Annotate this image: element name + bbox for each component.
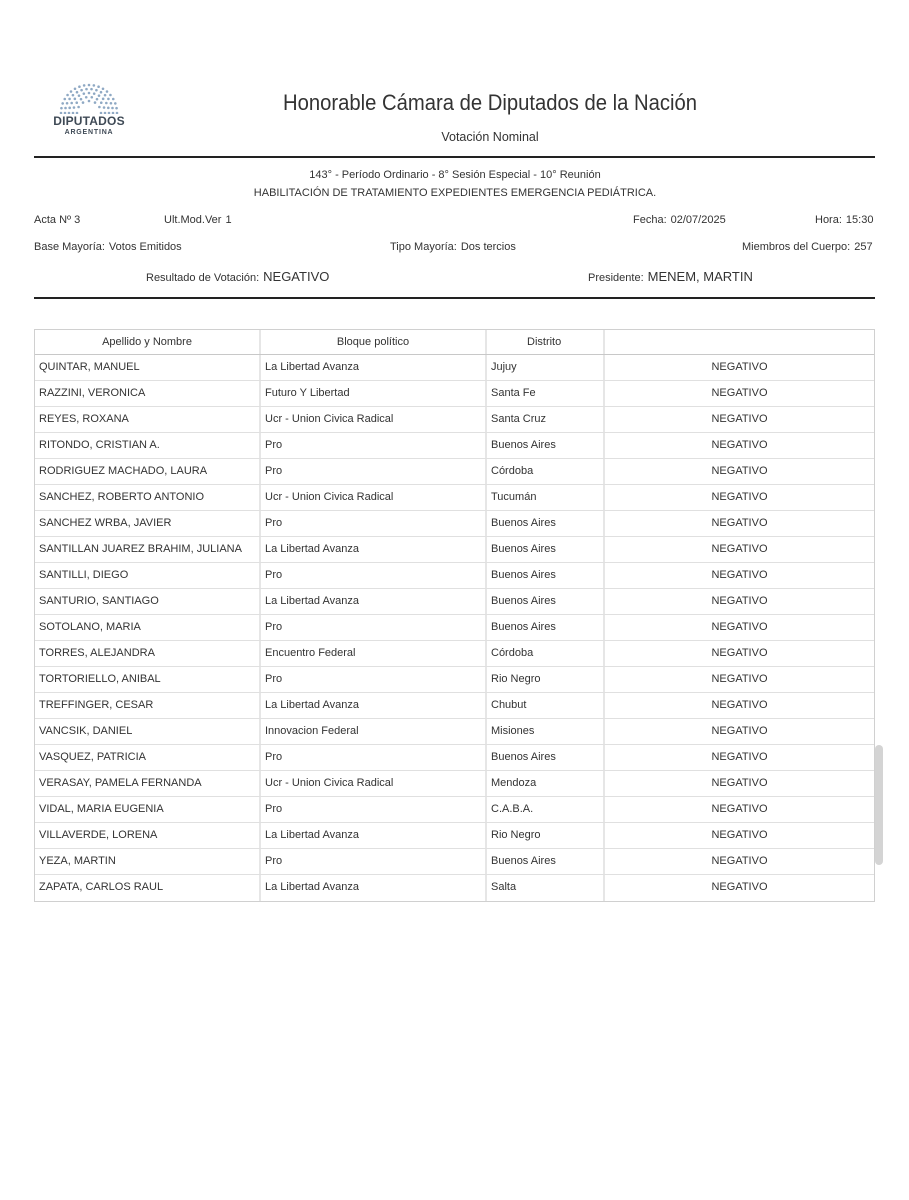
cell-voto: NEGATIVO	[711, 725, 768, 737]
hemicycle-seat	[63, 98, 66, 101]
hemicycle-seat	[64, 107, 67, 110]
cell-bloque: Pro	[261, 849, 487, 874]
cell-voto: NEGATIVO	[711, 803, 768, 815]
cell-distrito: Tucumán	[487, 485, 605, 510]
votes-table	[34, 329, 875, 902]
table-row[interactable]	[35, 615, 874, 641]
cell-bloque: La Libertad Avanza	[261, 355, 487, 380]
tipo-mayoria-label: Tipo Mayoría:	[390, 241, 457, 253]
hemicycle-seat	[76, 91, 79, 94]
cell-name: VERASAY, PAMELA FERNANDA	[35, 771, 261, 796]
table-row[interactable]	[35, 797, 874, 823]
miembros-label: Miembros del Cuerpo:	[742, 241, 851, 253]
hemicycle-seat	[90, 96, 93, 99]
logo-name: DIPUTADOS	[53, 114, 125, 128]
cell-name: SANCHEZ, ROBERTO ANTONIO	[35, 485, 261, 510]
cell-distrito: Buenos Aires	[487, 849, 605, 874]
cell-voto: NEGATIVO	[711, 491, 768, 503]
base-mayoria-value: Votos Emitidos	[108, 241, 182, 253]
cell-voto: NEGATIVO	[711, 673, 768, 685]
cell-bloque: Pro	[261, 511, 487, 536]
cell-name: SANTURIO, SANTIAGO	[35, 589, 261, 614]
cell-distrito: Buenos Aires	[487, 745, 605, 770]
hemicycle-seat	[82, 101, 85, 104]
cell-name: RODRIGUEZ MACHADO, LAURA	[35, 459, 261, 484]
hora-label: Hora:	[815, 214, 842, 226]
table-row[interactable]	[35, 381, 874, 407]
header-voto[interactable]	[605, 330, 874, 354]
cell-distrito: Buenos Aires	[487, 537, 605, 562]
scrollbar-thumb[interactable]	[875, 745, 883, 865]
resultado-label: Resultado de Votación:	[146, 272, 260, 284]
hemicycle-seat	[93, 92, 96, 95]
hemicycle-seat	[100, 91, 103, 94]
cell-bloque: Innovacion Federal	[261, 719, 487, 744]
presidente	[588, 269, 753, 284]
hemicycle-seat	[109, 94, 112, 97]
hemicycle-seat	[112, 98, 115, 101]
cell-bloque: Pro	[261, 615, 487, 640]
cell-distrito: Córdoba	[487, 641, 605, 666]
cell-voto: NEGATIVO	[711, 387, 768, 399]
cell-voto: NEGATIVO	[711, 621, 768, 633]
cell-voto: NEGATIVO	[711, 569, 768, 581]
base-mayoria	[34, 241, 182, 253]
cell-distrito: Santa Fe	[487, 381, 605, 406]
cell-voto: NEGATIVO	[711, 829, 768, 841]
page-subtitle: Votación Nominal	[441, 130, 539, 144]
cell-distrito: Mendoza	[487, 771, 605, 796]
cell-distrito: Salta	[487, 875, 605, 901]
hemicycle-icon	[58, 80, 120, 114]
hemicycle-seat	[61, 102, 64, 105]
hemicycle-seat	[74, 87, 77, 90]
table-row[interactable]	[35, 589, 874, 615]
cell-name: VANCSIK, DANIEL	[35, 719, 261, 744]
cell-voto: NEGATIVO	[711, 517, 768, 529]
cell-bloque: Pro	[261, 667, 487, 692]
table-row[interactable]	[35, 433, 874, 459]
hemicycle-seat	[98, 106, 101, 109]
resultado-votacion	[146, 269, 329, 284]
cell-distrito: C.A.B.A.	[487, 797, 605, 822]
hemicycle-seat	[88, 100, 91, 103]
cell-distrito: Córdoba	[487, 459, 605, 484]
cell-voto: NEGATIVO	[711, 751, 768, 763]
cell-voto: NEGATIVO	[711, 595, 768, 607]
tipo-mayoria-value: Dos tercios	[460, 241, 516, 253]
hemicycle-seat	[80, 89, 83, 92]
cell-name: QUINTAR, MANUEL	[35, 355, 261, 380]
cell-distrito: Rio Negro	[487, 823, 605, 848]
hemicycle-seat	[74, 98, 77, 101]
logo-country: ARGENTINA	[64, 129, 114, 136]
table-row[interactable]	[35, 849, 874, 875]
hemicycle-seat	[102, 87, 105, 90]
cell-voto: NEGATIVO	[711, 543, 768, 555]
cell-distrito: Rio Negro	[487, 667, 605, 692]
cell-distrito: Misiones	[487, 719, 605, 744]
hemicycle-seat	[90, 88, 93, 91]
hemicycle-seat	[111, 107, 114, 110]
cell-voto: NEGATIVO	[711, 699, 768, 711]
cell-distrito: Chubut	[487, 693, 605, 718]
cell-name: SANTILLAN JUAREZ BRAHIM, JULIANA	[35, 537, 261, 562]
hemicycle-seat	[97, 85, 100, 88]
hemicycle-seat	[72, 94, 75, 97]
hemicycle-seat	[88, 92, 91, 95]
hemicycle-seat	[104, 94, 107, 97]
table-row[interactable]	[35, 485, 874, 511]
cell-name: RITONDO, CRISTIAN A.	[35, 433, 261, 458]
ult-mod-value: 1	[225, 214, 232, 226]
hemicycle-seat	[70, 90, 73, 93]
hemicycle-seat	[70, 102, 73, 105]
header-divider	[34, 156, 875, 158]
table-row[interactable]	[35, 771, 874, 797]
hemicycle-seat	[83, 92, 86, 95]
cell-name: VIDAL, MARIA EUGENIA	[35, 797, 261, 822]
header-bloque-politico[interactable]: Bloque político	[261, 330, 487, 354]
table-row[interactable]	[35, 537, 874, 563]
cell-bloque: Ucr - Union Civica Radical	[261, 407, 487, 432]
cell-name: SANTILLI, DIEGO	[35, 563, 261, 588]
hemicycle-seat	[68, 98, 71, 101]
table-row[interactable]	[35, 563, 874, 589]
cell-bloque: Pro	[261, 459, 487, 484]
table-row[interactable]	[35, 355, 874, 381]
cell-distrito: Buenos Aires	[487, 615, 605, 640]
hemicycle-seat	[96, 98, 99, 101]
fecha	[633, 214, 726, 226]
hemicycle-seat	[94, 101, 97, 104]
cell-bloque: La Libertad Avanza	[261, 589, 487, 614]
hemicycle-seat	[93, 84, 96, 87]
cell-name: SANCHEZ WRBA, JAVIER	[35, 511, 261, 536]
cell-distrito: Buenos Aires	[487, 433, 605, 458]
hemicycle-seat	[95, 89, 98, 92]
cell-voto: NEGATIVO	[711, 413, 768, 425]
cell-distrito: Jujuy	[487, 355, 605, 380]
fecha-value: 02/07/2025	[670, 214, 726, 226]
cell-bloque: La Libertad Avanza	[261, 823, 487, 848]
cell-name: YEZA, MARTIN	[35, 849, 261, 874]
presidente-label: Presidente:	[588, 272, 644, 284]
hemicycle-seat	[85, 88, 88, 91]
table-row[interactable]	[35, 693, 874, 719]
table-row[interactable]	[35, 875, 874, 901]
cell-name: RAZZINI, VERONICA	[35, 381, 261, 406]
hemicycle-seat	[103, 106, 106, 109]
base-mayoria-label: Base Mayoría:	[34, 241, 105, 253]
table-row[interactable]	[35, 719, 874, 745]
hemicycle-seat	[60, 107, 63, 110]
hemicycle-seat	[114, 102, 117, 105]
cell-voto: NEGATIVO	[711, 439, 768, 451]
hora-value: 15:30	[845, 214, 874, 226]
table-row[interactable]	[35, 407, 874, 433]
cell-name: TREFFINGER, CESAR	[35, 693, 261, 718]
hora	[815, 214, 873, 226]
cell-name: TORTORIELLO, ANIBAL	[35, 667, 261, 692]
session-topic: HABILITACIÓN DE TRATAMIENTO EXPEDIENTES EMERGENCIA PEDIÁTRICA.	[253, 187, 657, 199]
header-distrito[interactable]: Distrito	[487, 330, 605, 354]
table-row[interactable]	[35, 667, 874, 693]
cell-bloque: Pro	[261, 797, 487, 822]
miembros-value: 257	[854, 241, 873, 253]
hemicycle-seat	[78, 94, 81, 97]
cell-voto: NEGATIVO	[711, 777, 768, 789]
header-apellido-nombre[interactable]: Apellido y Nombre	[35, 330, 261, 354]
cell-name: TORRES, ALEJANDRA	[35, 641, 261, 666]
presidente-value: MENEM, MARTIN	[647, 269, 753, 284]
hemicycle-seat	[66, 94, 69, 97]
hemicycle-seat	[66, 102, 69, 105]
table-row[interactable]	[35, 745, 874, 771]
cell-bloque: La Libertad Avanza	[261, 875, 487, 901]
hemicycle-seat	[78, 85, 81, 88]
table-row[interactable]	[35, 459, 874, 485]
acta-number: Acta Nº 3	[34, 214, 81, 226]
table-row[interactable]	[35, 641, 874, 667]
hemicycle-seat	[105, 102, 108, 105]
cell-bloque: Encuentro Federal	[261, 641, 487, 666]
hemicycle-seat	[88, 84, 91, 87]
hemicycle-seat	[98, 94, 101, 97]
cell-distrito: Buenos Aires	[487, 511, 605, 536]
resultado-value: NEGATIVO	[263, 269, 330, 284]
cell-name: SOTOLANO, MARIA	[35, 615, 261, 640]
cell-bloque: Pro	[261, 433, 487, 458]
cell-voto: NEGATIVO	[711, 881, 768, 893]
hemicycle-seat	[107, 107, 110, 110]
diputados-logo	[48, 80, 130, 142]
table-header-row	[35, 330, 874, 355]
cell-voto: NEGATIVO	[711, 855, 768, 867]
cell-name: ZAPATA, CARLOS RAUL	[35, 875, 261, 901]
hemicycle-seat	[75, 101, 78, 104]
hemicycle-seat	[115, 107, 118, 110]
table-row[interactable]	[35, 511, 874, 537]
table-body	[35, 355, 874, 901]
hemicycle-seat	[107, 98, 110, 101]
cell-bloque: Ucr - Union Civica Radical	[261, 485, 487, 510]
hemicycle-seat	[102, 98, 105, 101]
cell-name: VILLAVERDE, LORENA	[35, 823, 261, 848]
tipo-mayoria	[390, 241, 516, 253]
cell-distrito: Santa Cruz	[487, 407, 605, 432]
session-info: 143° - Período Ordinario - 8° Sesión Especial - 10° Reunión	[309, 169, 601, 181]
ult-mod-label: Ult.Mod.Ver	[164, 214, 222, 226]
meta-divider	[34, 297, 875, 299]
cell-voto: NEGATIVO	[711, 465, 768, 477]
fecha-label: Fecha:	[633, 214, 667, 226]
hemicycle-seat	[100, 101, 103, 104]
miembros-cuerpo	[742, 241, 873, 253]
ult-mod-version	[164, 214, 232, 226]
cell-bloque: Pro	[261, 563, 487, 588]
hemicycle-seat	[110, 102, 113, 105]
hemicycle-seat	[106, 90, 109, 93]
cell-bloque: La Libertad Avanza	[261, 537, 487, 562]
cell-distrito: Buenos Aires	[487, 563, 605, 588]
hemicycle-seat	[77, 106, 80, 109]
cell-bloque: Ucr - Union Civica Radical	[261, 771, 487, 796]
hemicycle-seat	[83, 84, 86, 87]
cell-name: VASQUEZ, PATRICIA	[35, 745, 261, 770]
hemicycle-seat	[80, 98, 83, 101]
cell-bloque: La Libertad Avanza	[261, 693, 487, 718]
cell-bloque: Pro	[261, 745, 487, 770]
table-row[interactable]	[35, 823, 874, 849]
cell-voto: NEGATIVO	[711, 647, 768, 659]
page-title: Honorable Cámara de Diputados de la Nación	[282, 90, 698, 115]
cell-voto: NEGATIVO	[711, 361, 768, 373]
hemicycle-seat	[68, 107, 71, 110]
cell-bloque: Futuro Y Libertad	[261, 381, 487, 406]
hemicycle-seat	[85, 96, 88, 99]
hemicycle-seat	[73, 106, 76, 109]
cell-name: REYES, ROXANA	[35, 407, 261, 432]
cell-distrito: Buenos Aires	[487, 589, 605, 614]
